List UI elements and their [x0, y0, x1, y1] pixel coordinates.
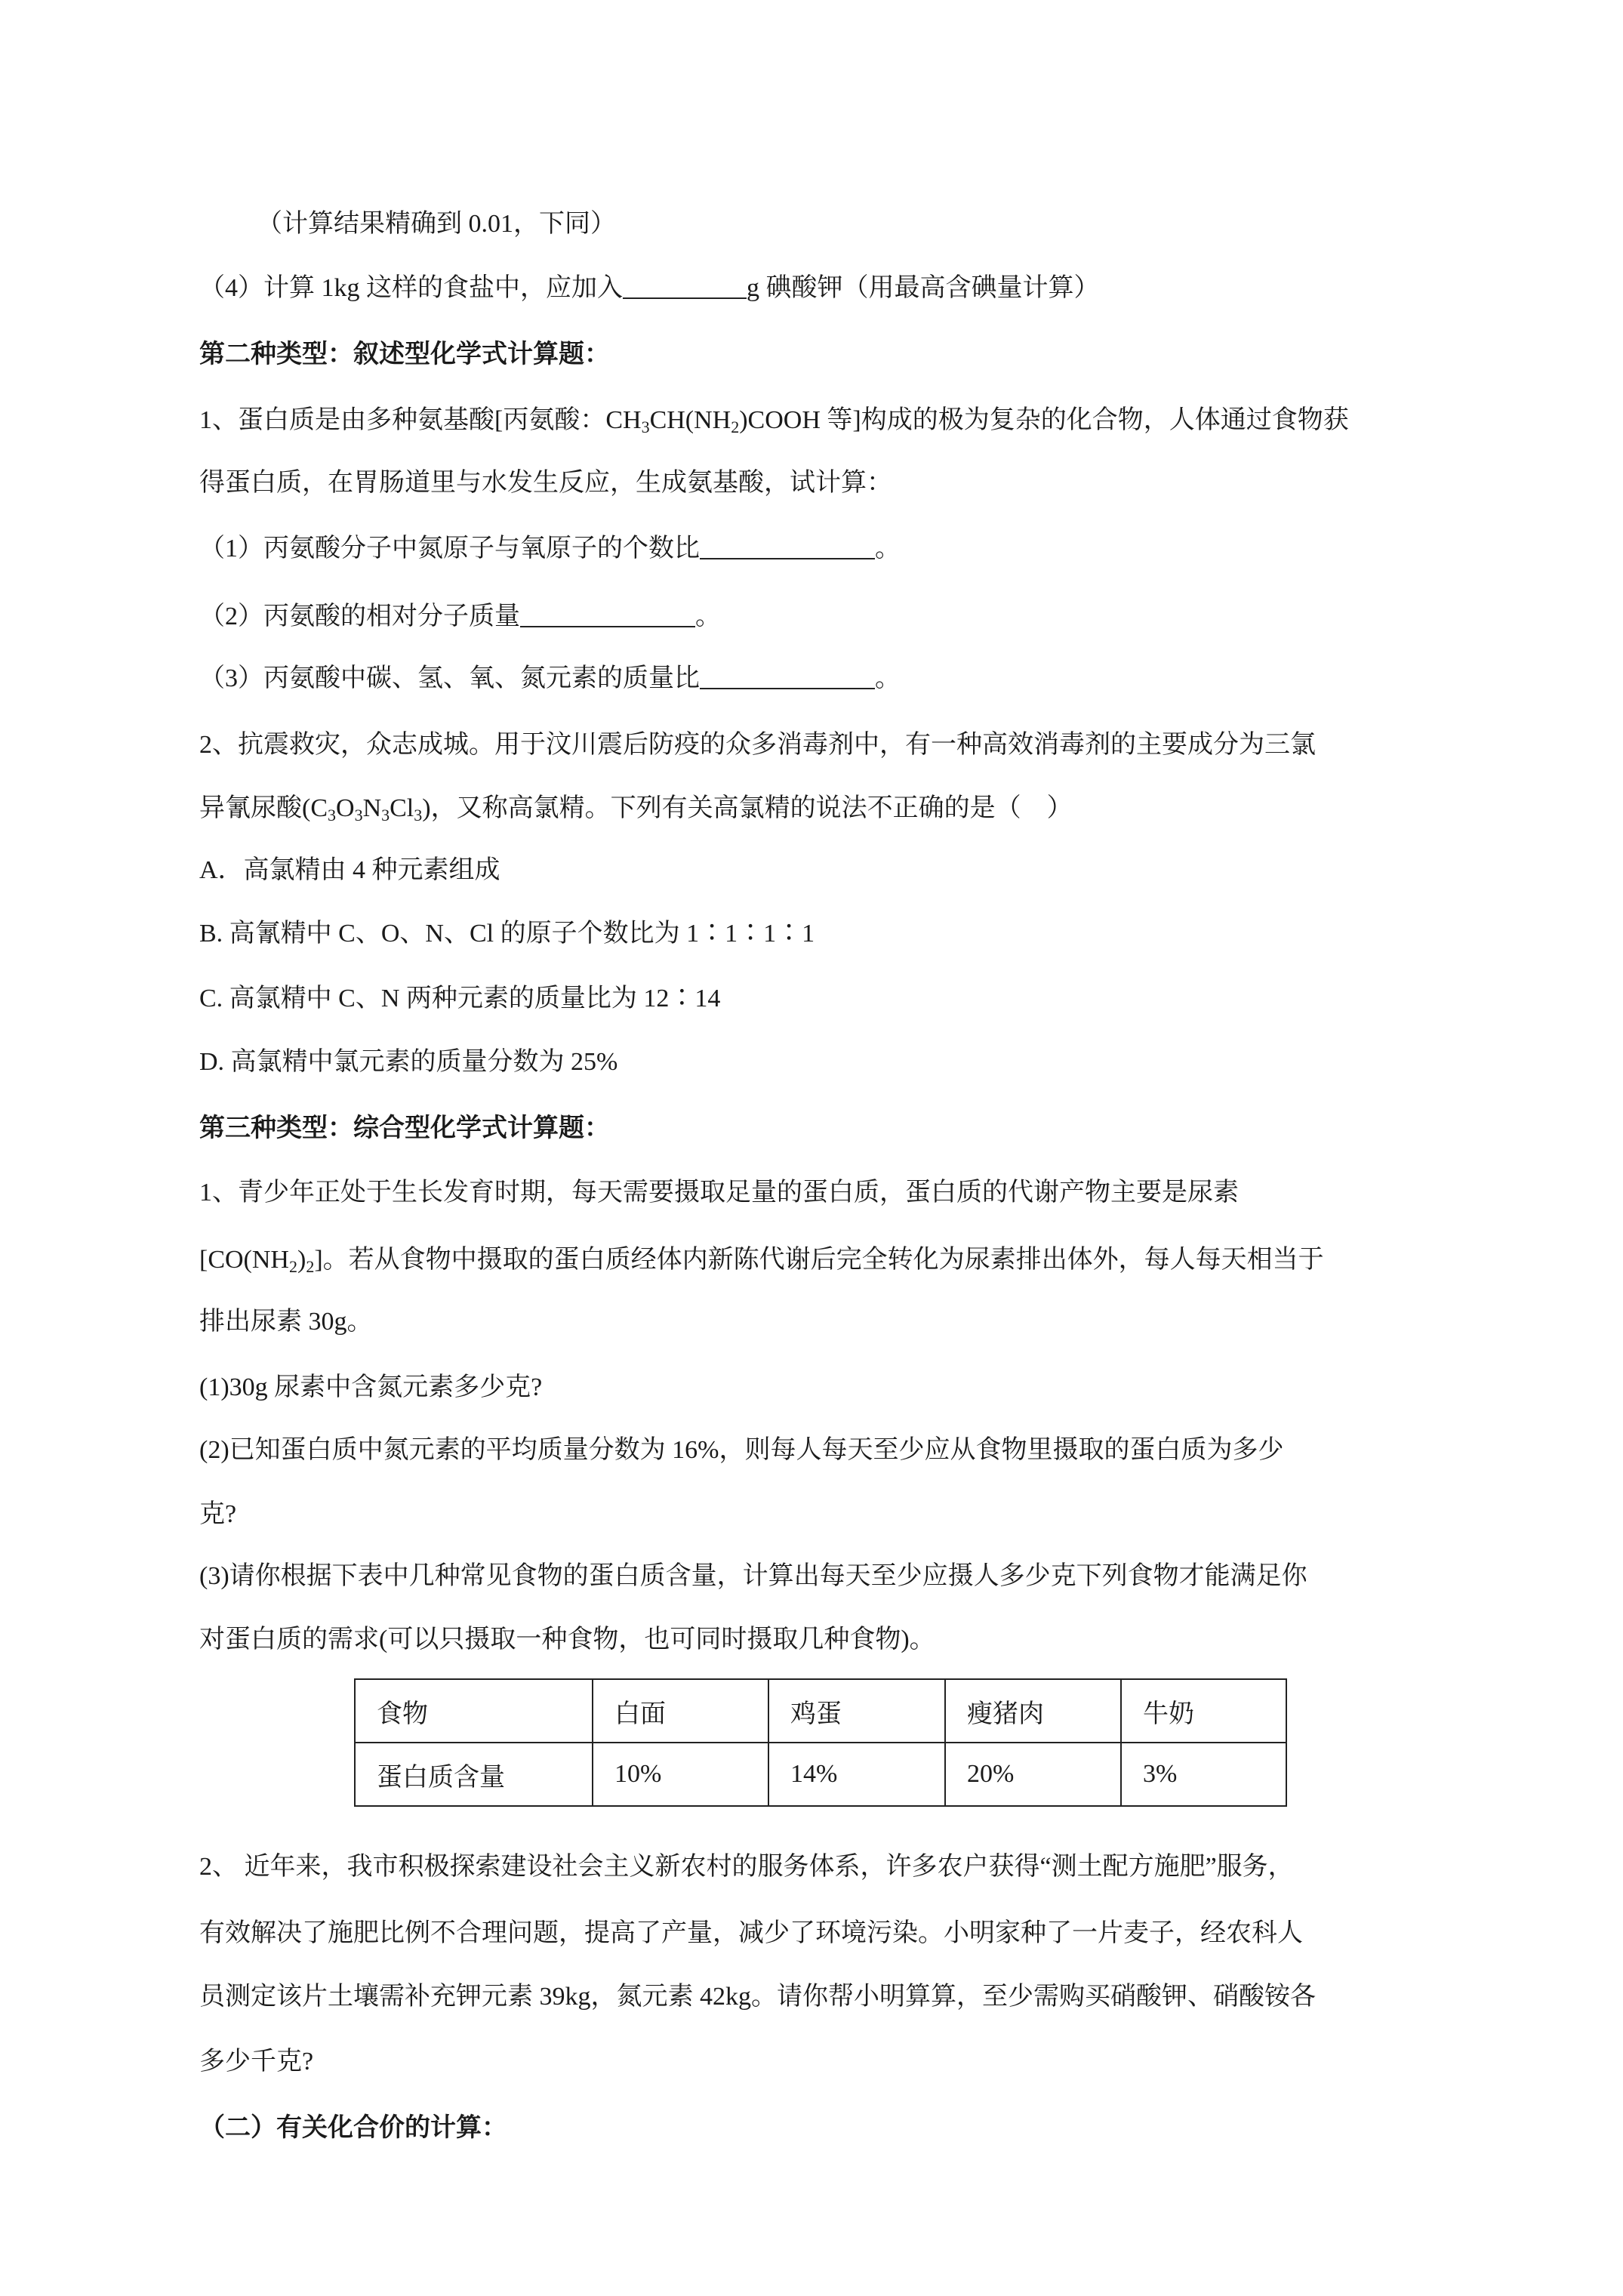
- text: )COOH 等]构成的极为复杂的化合物，人体通过食物获: [739, 406, 1349, 434]
- table-cell: 3%: [1121, 1743, 1286, 1806]
- problem-2-line-1: 2、抗震救灾，众志成城。用于汶川震后防疫的众多消毒剂中，有一种高效消毒剂的主要成分为三氯: [199, 731, 1316, 759]
- q4-text: （4）计算 1kg 这样的食盐中，应加入: [199, 274, 623, 302]
- subscript: 3: [414, 806, 423, 824]
- text: ]。若从食物中摄取的蛋白质经体内新陈代谢后完全转化为尿素排出体外，每人每天相当于: [314, 1246, 1324, 1274]
- problem-4-line-2: 有效解决了施肥比例不合理问题，提高了产量，减少了环境污染。小明家种了一片麦子，经农科人: [199, 1919, 1303, 1947]
- text: （3）丙氨酸中碳、氢、氧、氮元素的质量比: [199, 664, 700, 692]
- question-4: [199, 272, 1100, 305]
- problem-3-sub-2-line-1: (2)已知蛋白质中氮元素的平均质量分数为 16%，则每人每天至少应从食物里摄取的蛋白质为多少: [199, 1436, 1284, 1464]
- text: CH(NH: [649, 406, 731, 434]
- sub-question-1: [199, 532, 901, 566]
- problem-3-line-1: 1、青少年正处于生长发育时期，每天需要摄取足量的蛋白质，蛋白质的代谢产物主要是尿素: [199, 1179, 1239, 1207]
- text: 。: [695, 603, 721, 630]
- problem-3-sub-2-line-2: 克?: [199, 1500, 237, 1528]
- problem-3-line-2: [199, 1244, 1324, 1277]
- option-d: D. 高氯精中氯元素的质量分数为 25%: [199, 1048, 618, 1076]
- problem-2-line-2: [199, 792, 1073, 825]
- section-heading-2: 第二种类型：叙述型化学式计算题：: [199, 341, 610, 368]
- table-cell: 蛋白质含量: [355, 1743, 593, 1806]
- protein-content-table: [354, 1678, 1287, 1807]
- text: 。: [875, 664, 901, 692]
- subscript: 3: [641, 418, 650, 436]
- text: （1）丙氨酸分子中氮原子与氧原子的个数比: [199, 535, 700, 562]
- text: O: [336, 794, 355, 822]
- sub-question-2: [199, 600, 721, 633]
- table-cell: 牛奶: [1121, 1679, 1286, 1743]
- table-cell: 鸡蛋: [768, 1679, 945, 1743]
- answer-blank[interactable]: [700, 535, 875, 559]
- problem-4-line-4: 多少千克?: [199, 2048, 314, 2076]
- text: 1、蛋白质是由多种氨基酸[丙氨酸：CH: [199, 406, 642, 434]
- problem-3-sub-1: (1)30g 尿素中含氮元素多少克?: [199, 1373, 543, 1401]
- option-c: C. 高氯精中 C、N 两种元素的质量比为 12∶14: [199, 985, 721, 1012]
- text: N: [362, 794, 382, 822]
- subscript: 2: [288, 1257, 297, 1276]
- problem-3-line-3: 排出尿素 30g。: [199, 1308, 373, 1336]
- problem-3-sub-3-line-2: 对蛋白质的需求(可以只摄取一种食物，也可同时摄取几种食物)。: [199, 1626, 935, 1653]
- subscript: 3: [381, 806, 390, 824]
- problem-4-line-1: 2、 近年来，我市积极探索建设社会主义新农村的服务体系，许多农户获得“测土配方施肥”服务，: [199, 1853, 1294, 1881]
- problem-4-line-3: 员测定该片土壤需补充钾元素 39kg，氮元素 42kg。请你帮小明算算，至少需购买硝酸钾、硝酸铵各: [199, 1983, 1316, 2011]
- problem-1-line-2: 得蛋白质，在胃肠道里与水发生反应，生成氨基酸，试计算：: [199, 469, 892, 497]
- table-row: [355, 1743, 1286, 1806]
- table-cell: 白面: [593, 1679, 768, 1743]
- answer-blank[interactable]: [700, 665, 875, 689]
- text: Cl: [390, 794, 414, 822]
- text: 。: [875, 535, 901, 562]
- note-line: （计算结果精确到 0.01，下同）: [257, 210, 616, 238]
- text: （2）丙氨酸的相对分子质量: [199, 603, 520, 630]
- subscript: 3: [354, 806, 363, 824]
- text: )，又称高氯精。下列有关高氯精的说法不正确的是（ ）: [422, 794, 1073, 822]
- option-b: B. 高氰精中 C、O、N、Cl 的原子个数比为 1∶1∶1∶1: [199, 920, 815, 948]
- q4-text-end: g 碘酸钾（用最高含碘量计算）: [747, 274, 1100, 302]
- answer-blank[interactable]: [623, 275, 747, 299]
- subscript: 2: [731, 418, 740, 436]
- table-cell: 食物: [355, 1679, 593, 1743]
- option-a: A．高氯精由 4 种元素组成: [199, 856, 500, 884]
- text: 异氰尿酸(C: [199, 794, 328, 822]
- answer-blank[interactable]: [520, 603, 695, 627]
- text: [CO(NH: [199, 1246, 289, 1274]
- table-row: [355, 1679, 1286, 1743]
- section-heading-4: （二）有关化合价的计算：: [199, 2114, 507, 2142]
- problem-1-line-1: [199, 404, 1349, 437]
- table-cell: 10%: [593, 1743, 768, 1806]
- table-cell: 20%: [945, 1743, 1121, 1806]
- subscript: 2: [306, 1257, 315, 1276]
- section-heading-3: 第三种类型：综合型化学式计算题：: [199, 1114, 610, 1142]
- problem-3-sub-3-line-1: (3)请你根据下表中几种常见食物的蛋白质含量，计算出每天至少应摄人多少克下列食物才能满足你: [199, 1562, 1307, 1590]
- table-cell: 14%: [768, 1743, 945, 1806]
- text: ): [297, 1246, 306, 1274]
- table-cell: 瘦猪肉: [945, 1679, 1121, 1743]
- subscript: 3: [328, 806, 336, 824]
- sub-question-3: [199, 662, 901, 695]
